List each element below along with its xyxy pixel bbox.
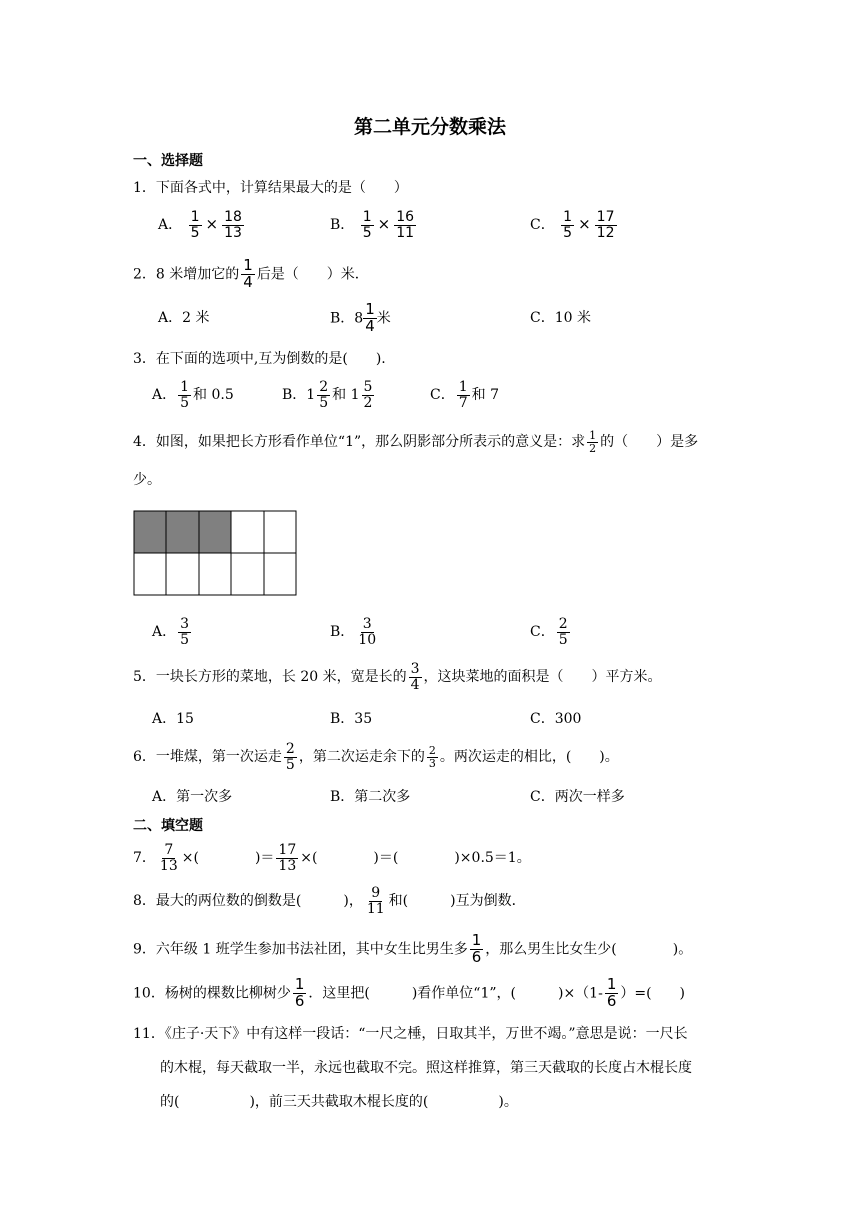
q5-option-c: C．300 [530, 711, 582, 727]
q1-option-a: A． $\frac{1}{5}$ × $\frac{18}{13}$ [158, 209, 242, 241]
question-2-stem: 2．8 米增加它的 $\frac{1}{4}$ 后是（ ）米． [133, 256, 369, 291]
q6-option-a: A．第一次多 [152, 789, 233, 805]
question-10-stem: 10．杨树的棵数比柳树少 $\frac{1}{6}$ ．这里把( )看作单位“1”，( )×（1- $\frac{1}{6}$ ）=( ) [133, 975, 686, 1010]
q1-option-c: C． $\frac{1}{5}$ × $\frac{17}{12}$ [530, 209, 615, 241]
question-7-stem: 7． $\frac{7}{13}$ ×( )＝ $\frac{17}{13}$ ×( )＝( )×0.5＝1。 [133, 842, 531, 874]
q3-option-a: A． $\frac{1}{5}$ 和 0.5 [152, 379, 234, 411]
question-6-stem: 6．一堆煤，第一次运走 $\frac{2}{5}$ ，第二次运走余下的 $\frac{2}{3}$ 。两次运走的相比，( )。 [133, 741, 619, 773]
q6-option-c: C．两次一样多 [530, 789, 625, 805]
q2-option-b: B．8 $\frac{1}{4}$ 米 [330, 300, 391, 335]
q2-option-c: C．10 米 [530, 310, 591, 326]
section-fill-heading: 二、填空题 [133, 818, 203, 834]
question-11-line1: 11．《庄子·天下》中有这样一段话：“一尺之棰，日取其半，万世不竭。”意思是说：一尺长 [133, 1026, 688, 1042]
q4-option-c: C． $\frac{2}{5}$ [530, 616, 568, 648]
q5-option-a: A．15 [152, 711, 194, 727]
section-choice-heading: 一、选择题 [133, 153, 203, 169]
q4-option-b: B． $\frac{3}{10}$ [330, 616, 377, 648]
q3-option-c: C． $\frac{1}{7}$ 和 7 [430, 379, 499, 411]
question-9-stem: 9．六年级 1 班学生参加书法社团，其中女生比男生多 $\frac{1}{6}$ ，那么男生比女生少( )。 [133, 931, 693, 966]
question-1-stem: 1．下面各式中，计算结果最大的是（ ） [133, 180, 408, 196]
shaded-region [134, 511, 231, 553]
q6-option-b: B．第二次多 [330, 789, 411, 805]
q1-option-b: B． $\frac{1}{5}$ × $\frac{16}{11}$ [330, 209, 415, 241]
q5-option-b: B．35 [330, 711, 373, 727]
q3-option-b: B．1 $\frac{2}{5}$ 和 1 $\frac{5}{2}$ [282, 379, 373, 411]
question-8-stem: 8．最大的两位数的倒数是( )， $\frac{9}{11}$ 和( )互为倒数． [133, 885, 526, 917]
question-5-stem: 5．一块长方形的菜地，长 20 米，宽是长的 $\frac{3}{4}$ ，这块菜地的面积是（ ）平方米。 [133, 661, 662, 693]
q4-option-a: A． $\frac{3}{5}$ [152, 616, 190, 648]
rectangle-grid-figure [133, 510, 298, 598]
page-title: 第二单元分数乘法 [353, 116, 506, 138]
question-4-stem: 4．如图，如果把长方形看作单位“1”，那么阴影部分所表示的意义是：求 $\frac{1}{2}$ 的（ ）是多 [133, 429, 699, 455]
q2-option-a: A．2 米 [158, 310, 210, 326]
question-11-line2: 的木棍，每天截取一半，永远也截取不完。照这样推算，第三天截取的长度占木棍长度 [160, 1060, 692, 1076]
question-11-line3: 的( )，前三天共截取木棍长度的( )。 [160, 1094, 518, 1110]
question-4-line2: 少。 [133, 472, 161, 488]
question-3-stem: 3．在下面的选项中,互为倒数的是( ). [133, 351, 386, 367]
